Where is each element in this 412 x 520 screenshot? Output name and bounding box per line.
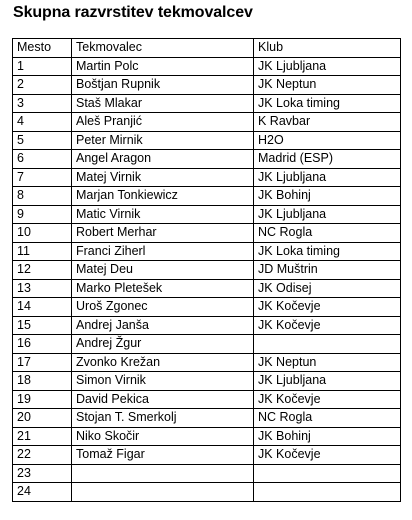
cell-klub: JK Odisej — [254, 279, 401, 298]
cell-mesto: 22 — [13, 446, 72, 465]
cell-mesto: 1 — [13, 57, 72, 76]
cell-tekmovalec: Andrej Žgur — [72, 335, 254, 354]
cell-mesto: 10 — [13, 224, 72, 243]
cell-klub: JK Loka timing — [254, 94, 401, 113]
table-row — [13, 372, 401, 391]
cell-klub: JK Loka timing — [254, 242, 401, 261]
cell-klub: JK Neptun — [254, 353, 401, 372]
cell-klub: NC Rogla — [254, 224, 401, 243]
table-row — [13, 57, 401, 76]
cell-klub: JK Bohinj — [254, 427, 401, 446]
cell-klub: JK Kočevje — [254, 390, 401, 409]
table-row — [13, 279, 401, 298]
header-cell-tekmovalec: Tekmovalec — [72, 39, 254, 58]
table-row — [13, 224, 401, 243]
table-row — [13, 261, 401, 280]
table-row — [13, 168, 401, 187]
table-row — [13, 94, 401, 113]
cell-mesto: 18 — [13, 372, 72, 391]
cell-tekmovalec: Franci Ziherl — [72, 242, 254, 261]
table-row — [13, 316, 401, 335]
header-cell-klub: Klub — [254, 39, 401, 58]
cell-mesto: 7 — [13, 168, 72, 187]
cell-tekmovalec: Matej Deu — [72, 261, 254, 280]
cell-mesto: 9 — [13, 205, 72, 224]
cell-tekmovalec: Staš Mlakar — [72, 94, 254, 113]
cell-tekmovalec: Tomaž Figar — [72, 446, 254, 465]
cell-tekmovalec: Zvonko Krežan — [72, 353, 254, 372]
table-row — [13, 446, 401, 465]
cell-mesto: 15 — [13, 316, 72, 335]
cell-klub: JK Kočevje — [254, 446, 401, 465]
results-table-body — [13, 39, 401, 502]
results-table — [12, 38, 401, 502]
cell-klub: JK Ljubljana — [254, 168, 401, 187]
cell-tekmovalec: Simon Virnik — [72, 372, 254, 391]
cell-klub: H2O — [254, 131, 401, 150]
cell-tekmovalec — [72, 483, 254, 502]
table-row — [13, 242, 401, 261]
table-row — [13, 464, 401, 483]
table-row — [13, 113, 401, 132]
cell-tekmovalec: Martin Polc — [72, 57, 254, 76]
cell-tekmovalec: Marko Pletešek — [72, 279, 254, 298]
table-row — [13, 187, 401, 206]
cell-klub: K Ravbar — [254, 113, 401, 132]
table-row — [13, 483, 401, 502]
table-row — [13, 131, 401, 150]
cell-klub: JK Kočevje — [254, 298, 401, 317]
cell-klub — [254, 335, 401, 354]
cell-klub: JK Ljubljana — [254, 372, 401, 391]
cell-tekmovalec: Boštjan Rupnik — [72, 76, 254, 95]
cell-mesto: 5 — [13, 131, 72, 150]
table-row — [13, 390, 401, 409]
cell-mesto: 20 — [13, 409, 72, 428]
cell-tekmovalec: Andrej Janša — [72, 316, 254, 335]
cell-mesto: 12 — [13, 261, 72, 280]
table-row — [13, 205, 401, 224]
cell-klub: NC Rogla — [254, 409, 401, 428]
cell-mesto: 3 — [13, 94, 72, 113]
cell-mesto: 19 — [13, 390, 72, 409]
header-row — [13, 39, 401, 58]
cell-tekmovalec — [72, 464, 254, 483]
table-row — [13, 76, 401, 95]
cell-tekmovalec: Stojan T. Smerkolj — [72, 409, 254, 428]
cell-mesto: 17 — [13, 353, 72, 372]
cell-tekmovalec: Niko Skočir — [72, 427, 254, 446]
cell-klub — [254, 464, 401, 483]
table-row — [13, 335, 401, 354]
cell-tekmovalec: Robert Merhar — [72, 224, 254, 243]
cell-mesto: 16 — [13, 335, 72, 354]
cell-tekmovalec: Matej Virnik — [72, 168, 254, 187]
cell-tekmovalec: Marjan Tonkiewicz — [72, 187, 254, 206]
cell-mesto: 4 — [13, 113, 72, 132]
cell-klub: Madrid (ESP) — [254, 150, 401, 169]
table-row — [13, 353, 401, 372]
cell-mesto: 14 — [13, 298, 72, 317]
cell-mesto: 23 — [13, 464, 72, 483]
page-title: Skupna razvrstitev tekmovalcev — [13, 4, 253, 21]
cell-mesto: 2 — [13, 76, 72, 95]
cell-tekmovalec: Aleš Pranjić — [72, 113, 254, 132]
cell-mesto: 8 — [13, 187, 72, 206]
cell-tekmovalec: David Pekica — [72, 390, 254, 409]
cell-klub: JK Bohinj — [254, 187, 401, 206]
cell-tekmovalec: Peter Mirnik — [72, 131, 254, 150]
cell-klub — [254, 483, 401, 502]
cell-mesto: 21 — [13, 427, 72, 446]
table-row — [13, 150, 401, 169]
cell-klub: JD Muštrin — [254, 261, 401, 280]
cell-tekmovalec: Angel Aragon — [72, 150, 254, 169]
cell-klub: JK Neptun — [254, 76, 401, 95]
table-row — [13, 298, 401, 317]
cell-klub: JK Ljubljana — [254, 205, 401, 224]
cell-mesto: 24 — [13, 483, 72, 502]
cell-klub: JK Kočevje — [254, 316, 401, 335]
cell-mesto: 11 — [13, 242, 72, 261]
table-row — [13, 427, 401, 446]
cell-mesto: 13 — [13, 279, 72, 298]
cell-mesto: 6 — [13, 150, 72, 169]
table-row — [13, 409, 401, 428]
cell-tekmovalec: Matic Virnik — [72, 205, 254, 224]
cell-klub: JK Ljubljana — [254, 57, 401, 76]
cell-tekmovalec: Uroš Zgonec — [72, 298, 254, 317]
header-cell-mesto: Mesto — [13, 39, 72, 58]
